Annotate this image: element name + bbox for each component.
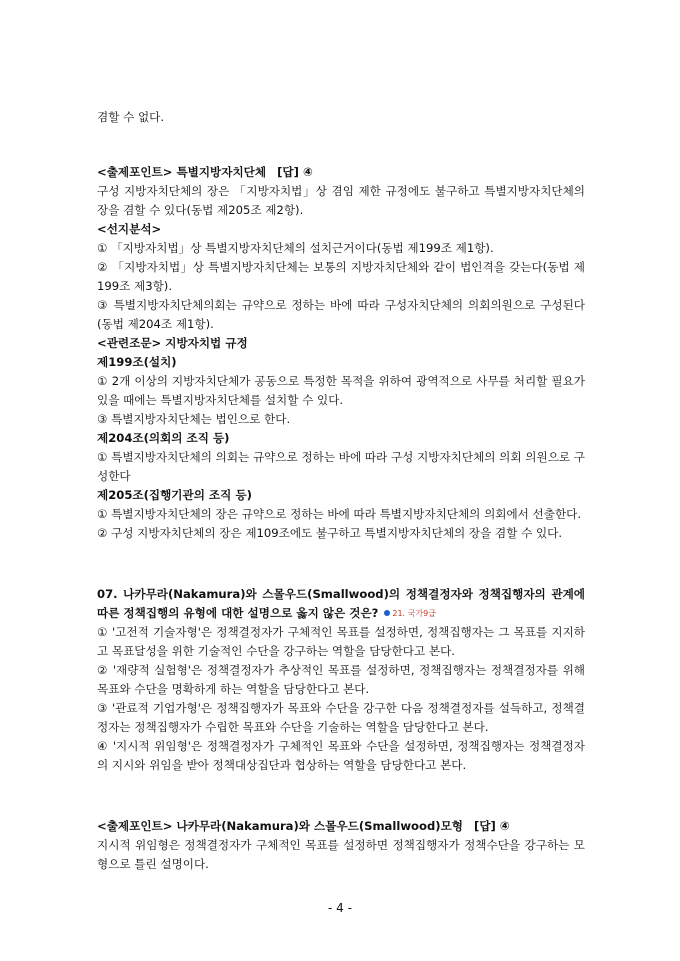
article-clause: ③ 특별지방자치단체는 법인으로 한다. xyxy=(97,412,291,426)
article-title: 제204조(의회의 조직 등) xyxy=(97,431,230,445)
option-analysis-item: ② 「지방자치법」상 특별지방자치단체는 보통의 지방자치단체와 같이 법인격을 갖는다(동법 제199조 제3항). xyxy=(97,260,585,293)
exam-point-title: <출제포인트> 나카무라(Nakamura)와 스몰우드(Smallwood)모형 xyxy=(97,819,463,833)
answer-label: [답] ④ xyxy=(474,819,510,833)
article-clause: ② 구성 지방자치단체의 장은 제109조에도 불구하고 특별지방자치단체의 장을 겸할 수 있다. xyxy=(97,526,563,540)
question-source: 21. 국가9급 xyxy=(392,609,436,618)
page-number: - 4 - xyxy=(328,901,352,915)
option-analysis-item: ① 「지방자치법」상 특별지방자치단체의 설치근거이다(동법 제199조 제1항). xyxy=(97,241,494,255)
exam-point-heading xyxy=(97,817,585,836)
answer-label: [답] ④ xyxy=(277,165,313,179)
exam-point-section xyxy=(97,163,585,543)
answer-option: ③ '관료적 기업가형'은 정책집행자가 목표와 수단을 강구한 다음 정책결정자를 설득하고, 정책결정자는 정책집행자가 수립한 목표와 수단을 기술하는 역할을 담당한다고 본다. xyxy=(97,701,585,734)
option-analysis-heading: <선지분석> xyxy=(97,222,162,236)
exam-point-body: 지시적 위임형은 정책결정자가 구체적인 목표를 설정하면 정책집행자가 정책수단을 강구하는 모형으로 틀린 설명이다. xyxy=(97,838,585,871)
exam-point-body: 구성 지방자치단체의 장은 「지방자치법」상 겸임 제한 규정에도 불구하고 특별지방자치단체의 장을 겸할 수 있다(동법 제205조 제2항). xyxy=(97,184,585,217)
article-title: 제205조(집행기관의 조직 등) xyxy=(97,488,252,502)
article-clause: ① 특별지방자치단체의 장은 규약으로 정하는 바에 따라 특별지방자치단체의 의회에서 선출한다. xyxy=(97,507,582,521)
article-clause: ① 특별지방자치단체의 의회는 규약으로 정하는 바에 따라 구성 지방자치단체의 의회 의원으로 구성한다 xyxy=(97,450,585,483)
answer-option: ② '재량적 실험형'은 정책결정자가 추상적인 목표를 설정하면, 정책집행자는 정책결정자를 위해 목표와 수단을 명확하게 하는 역할을 담당한다고 본다. xyxy=(97,663,585,696)
document-page xyxy=(97,108,585,874)
question-title xyxy=(97,585,585,623)
option-analysis-item: ③ 특별지방자치단체의회는 규약으로 정하는 바에 따라 구성자치단체의 의회의원으로 구성된다(동법 제204조 제1항). xyxy=(97,298,585,331)
exam-point-title: <출제포인트> 특별지방자치단체 xyxy=(97,165,267,179)
question-text: 07. 나카무라(Nakamura)와 스몰우드(Smallwood)의 정책결정자와 정책집행자의 관계에 따른 정책집행의 유형에 대한 설명으로 옳지 않은 것은? xyxy=(97,587,585,620)
answer-option: ④ '지시적 위임형'은 정책결정자가 구체적인 목표와 수단을 설정하면, 정책집행자는 정책결정자의 지시와 위임을 받아 정책대상집단과 협상하는 역할을 담당한다고 본다. xyxy=(97,739,585,772)
article-title: 제199조(설치) xyxy=(97,355,177,369)
exam-point-section xyxy=(97,817,585,874)
article-clause: ① 2개 이상의 지방자치단체가 공동으로 특정한 목적을 위하여 광역적으로 사무를 처리할 필요가 있을 때에는 특별지방자치단체를 설치할 수 있다. xyxy=(97,374,585,407)
answer-option: ① '고전적 기술자형'은 정책결정자가 구체적인 목표를 설정하면, 정책집행자는 그 목표를 지지하고 목표달성을 위한 기술적인 수단을 강구하는 역할을 담당한다고 본다. xyxy=(97,625,585,658)
source-bullet-icon xyxy=(384,610,390,616)
related-law-heading: <관련조문> 지방자치법 규정 xyxy=(97,336,248,350)
question-7 xyxy=(97,585,585,775)
exam-point-heading xyxy=(97,163,585,182)
continued-text: 겸할 수 없다. xyxy=(97,110,165,124)
